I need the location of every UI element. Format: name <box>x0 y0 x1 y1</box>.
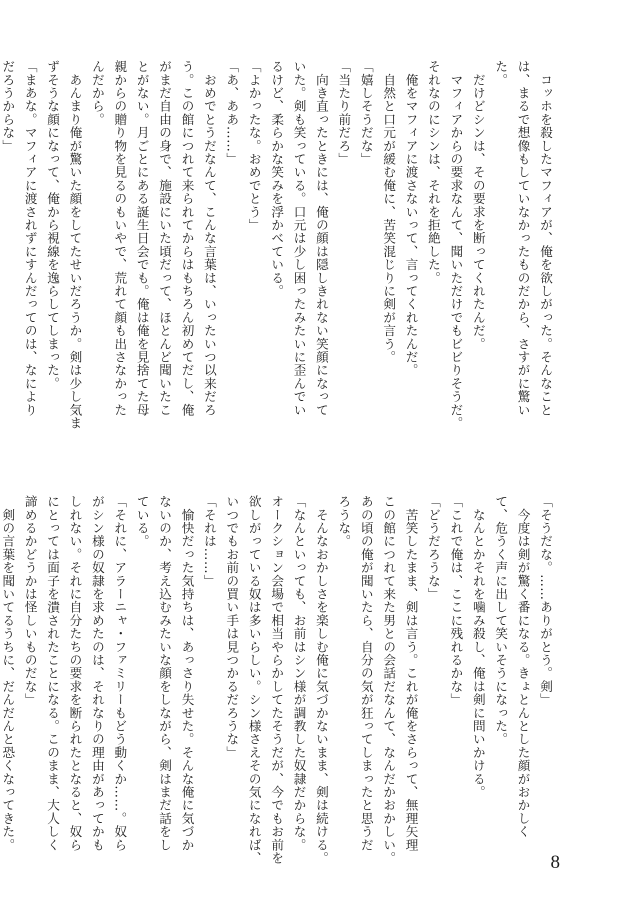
text-line: 「まあな。マフィアに渡されずにすんだってのは、なにより <box>22 60 38 417</box>
text-line: 「それに、アラーニャ・ファミリーもどう動くか……。奴ら <box>112 495 128 852</box>
text-line: 「どうだろうな」 <box>425 495 441 601</box>
text-line: 欲しがっている奴は多いらしい。シン様さえその気になれば、 <box>246 495 262 865</box>
text-line: 諦めるかどうかは怪しいものだな」 <box>22 495 38 707</box>
text-line: ないのか、考え込むみたいな顔をしながら、剣はまだ話をし <box>157 495 173 852</box>
text-line: 「そうだな。……ありがとう。剣」 <box>538 495 553 707</box>
text-line: んだから。 <box>89 60 105 126</box>
text-line: 「これで俺は、ここに残れるかな」 <box>448 495 464 707</box>
text-line: て、危うく声に出して笑いそうになった。 <box>493 495 509 746</box>
text-line: にとっては面子を潰されたことになる。このまま、大人しく <box>45 495 61 852</box>
text-line: 剣の言葉を聞いてるうちに、だんだんと恐くなってきた。 <box>0 495 16 852</box>
text-line: は、まるで想像もしていなかったものだから、さすがに驚い <box>515 60 531 417</box>
text-line: 苦笑したまま、剣は言う。これが俺をさらって、無理矢理 <box>403 495 419 852</box>
text-line: るけど、柔らかな笑みを浮かべている。 <box>269 60 285 298</box>
text-line: 「あ、ああ……」 <box>224 60 240 166</box>
text-line: コッホを殺したマフィアが、俺を欲しがった。そんなこと <box>538 60 553 417</box>
text-line: 今度は剣が驚く番になる。きょとんとした顔がおかしく <box>515 495 531 839</box>
text-line: いつでもお前の買い手は見つかるだろうな」 <box>224 495 240 759</box>
text-line: マフィアからの要求なんて、聞いただけでもビビりそうだ。 <box>448 60 464 430</box>
text-line: だろうからな」 <box>0 60 16 153</box>
lower-text-block <box>0 495 556 865</box>
text-line: 自然と口元が緩む俺に、苦笑混じりに剣が言う。 <box>381 60 397 364</box>
text-line: なんとかそれを噛み殺し、俺は剣に問いかける。 <box>470 495 486 799</box>
text-line: オークション会場で相当やらかしてたそうだが、今でもお前を <box>269 495 285 865</box>
text-line: 「なんといっても、お前はシン様が調教した奴隷だからな。 <box>291 495 307 852</box>
text-line: この館につれて来た男との会話だなんて、なんだかおかしい。 <box>381 495 397 865</box>
text-line: 「嬉しそうだな」 <box>358 60 374 166</box>
text-line: 「当たり前だろ」 <box>336 60 352 166</box>
text-line: おめでとうだなんて、こんな言葉は、いったいつ以来だろ <box>201 60 217 417</box>
text-line: がまだ自由の身で、施設にいた頃だって、ほとんど聞いたこ <box>157 60 173 417</box>
text-line: そんなおかしさを楽しむ俺に気づかないまま、剣は続ける。 <box>313 495 329 865</box>
text-line: 「よかったな。おめでとう」 <box>246 60 262 232</box>
page-number: 8 <box>550 852 560 873</box>
text-line: ている。 <box>134 495 150 548</box>
text-line: 「それは……」 <box>201 495 217 588</box>
text-line: 向き直ったときには、俺の顔は隠しきれない笑顔になって <box>313 60 329 417</box>
text-line: あんまり俺が驚いた顔をしてたせいだろうか。剣は少し気ま <box>67 60 83 430</box>
text-line: とがない。月ごとにある誕生日会でも。俺は俺を見捨てた母 <box>134 60 150 417</box>
text-line: ろうな。 <box>336 495 352 548</box>
text-line: それなのにシンは、それを拒絶した。 <box>425 60 441 285</box>
text-line: あの頃の俺が聞いたら、自分の気が狂ってしまったと思うだ <box>358 495 374 852</box>
text-line: 親からの贈り物を見るのもいやで、荒れて顔も出さなかった <box>112 60 128 417</box>
text-line: がシン様の奴隷を求めたのは、それなりの理由があってかも <box>89 495 105 852</box>
text-line: う。この館につれて来られてからはもちろん初めてだし、俺 <box>179 60 195 417</box>
text-line: 愉快だった気持ちは、あっさり失せた。そんな俺に気づか <box>179 495 195 852</box>
text-line: しれない。それに自分たちの要求を断られたとなると、奴ら <box>67 495 83 852</box>
text-line: 俺をマフィアに渡さないって、言ってくれたんだ。 <box>403 60 419 377</box>
text-line: た。 <box>493 60 509 87</box>
text-line: いた。剣も笑っている。口元は少し困ったみたいに歪んでい <box>291 60 307 417</box>
upper-text-block <box>0 60 556 455</box>
text-line: ずそうな顔になって、俺から視線を逸らしてしまった。 <box>45 60 61 390</box>
text-line: だけどシンは、その要求を断ってくれたんだ。 <box>470 60 486 351</box>
